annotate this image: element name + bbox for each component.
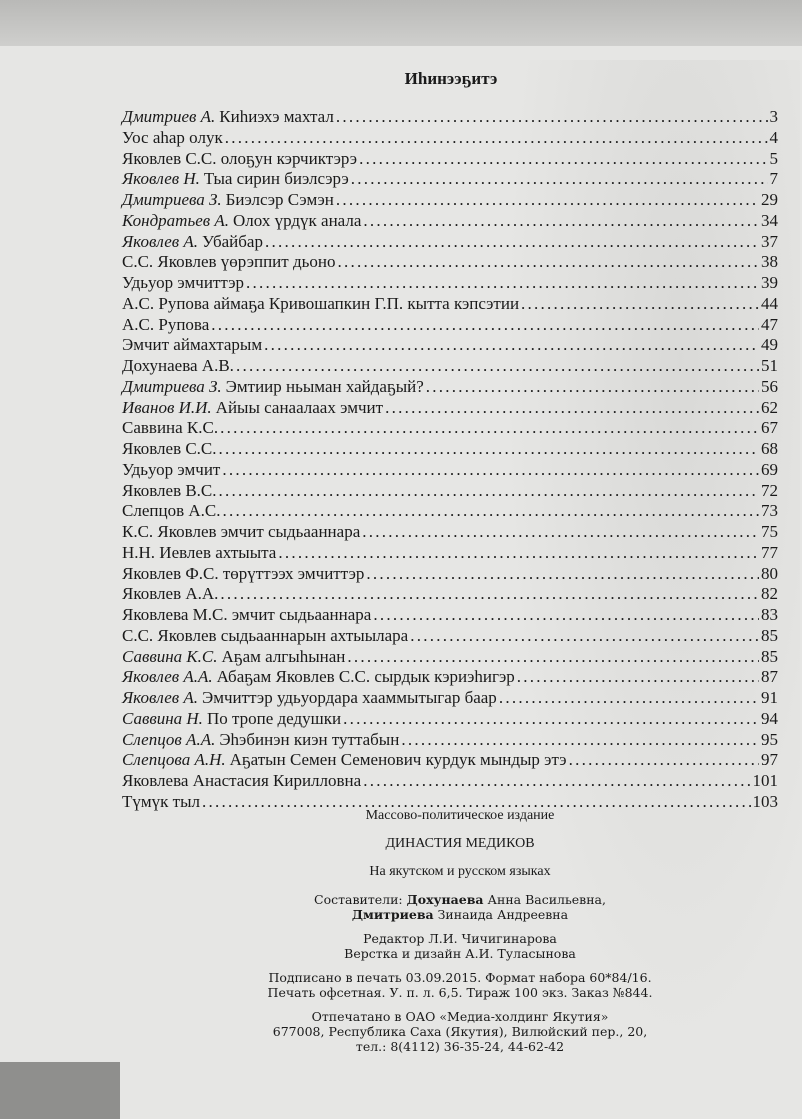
print-details: Печать офсетная. У. п. л. 6,5. Тираж 100 экз. Заказ №844. xyxy=(267,985,653,1000)
toc-entry-author: Яковлев А.А. xyxy=(122,667,213,687)
dot-leader xyxy=(401,730,759,751)
compiler-surname: Дохунаева xyxy=(406,892,484,907)
toc-entry-title: Олох үрдүк анала xyxy=(233,210,362,230)
toc-entry-page: 44 xyxy=(761,293,778,313)
editor: Редактор Л.И. Чичигинарова xyxy=(363,931,557,946)
compilers-line-2 xyxy=(220,907,700,922)
toc-entry-title: С.С. Яковлев сыдьааннарын ахтыылара xyxy=(122,625,409,645)
dot-leader xyxy=(366,564,759,585)
toc-entry-page: 67 xyxy=(761,418,778,438)
dot-leader xyxy=(222,501,759,522)
dot-leader xyxy=(225,128,768,149)
scan-corner-shadow xyxy=(0,1062,120,1119)
toc-entry xyxy=(122,647,778,668)
toc-entry-page: 51 xyxy=(761,356,778,375)
toc-entry-title: К.С. Яковлев эмчит сыдьааннара xyxy=(122,522,361,541)
toc-entry xyxy=(122,501,778,522)
toc-entry-title: Яковлев А.А. xyxy=(122,584,219,604)
toc-entry-author: Дмитриев А. xyxy=(122,107,216,126)
toc-entry-title: С.С. Яковлев үөрэппит дьоно xyxy=(122,252,336,272)
compiler-name: Анна Васильевна, xyxy=(487,892,606,907)
toc-entry-title: А.С. Рупова xyxy=(122,314,210,334)
table-of-contents xyxy=(122,107,778,813)
signed-to-print: Подписано в печать 03.09.2015. Формат набора 60*84/16. xyxy=(268,970,652,985)
layout-designer: Верстка и дизайн А.И. Туласынова xyxy=(344,946,576,961)
compiler-name: Зинаида Андреевна xyxy=(437,907,569,922)
toc-entry xyxy=(122,107,778,128)
toc-entry-author: Дмитриева З. xyxy=(122,190,222,209)
toc-entry-page: 83 xyxy=(761,605,778,624)
toc-entry-page: 29 xyxy=(761,190,778,209)
toc-entry xyxy=(122,626,778,647)
dot-leader xyxy=(351,169,768,190)
dot-leader xyxy=(373,605,759,626)
toc-entry xyxy=(122,273,778,294)
toc-entry-author: Дмитриева З. xyxy=(122,376,222,396)
toc-entry xyxy=(122,688,778,709)
toc-entry-page: 34 xyxy=(761,210,778,230)
toc-entry-page: 97 xyxy=(761,750,778,770)
scan-top-band xyxy=(0,0,802,46)
toc-entry-page: 38 xyxy=(761,252,778,272)
toc-entry xyxy=(122,398,778,419)
printed-at: Отпечатано в ОАО «Медиа-холдинг Якутия» xyxy=(311,1009,609,1024)
toc-entry xyxy=(122,232,778,253)
toc-entry-page: 73 xyxy=(761,501,778,521)
toc-entry xyxy=(122,418,778,439)
toc-entry-title: Н.Н. Иевлев ахтыыта xyxy=(122,542,277,562)
book-title: ДИНАСТИЯ МЕДИКОВ xyxy=(385,836,535,851)
dot-leader xyxy=(220,584,759,605)
toc-entry-page: 4 xyxy=(769,127,778,147)
toc-entry xyxy=(122,584,778,605)
toc-entry-author: Слепцов А.А. xyxy=(122,729,216,749)
dot-leader xyxy=(264,335,759,356)
toc-entry-title: Эмчит аймахтарым xyxy=(122,335,263,355)
toc-entry-author: Яковлев А. xyxy=(122,688,199,707)
toc-entry-page: 39 xyxy=(761,273,778,292)
dot-leader xyxy=(219,439,759,460)
toc-entry-title: Эмчиттэр удьуордара хааммытыгар баар xyxy=(202,688,497,707)
toc-entry xyxy=(122,169,778,190)
toc-entry xyxy=(122,252,778,273)
toc-entry-title: Яковлев Ф.С. төрүттээх эмчиттэр xyxy=(122,563,365,583)
dot-leader xyxy=(363,211,759,232)
dot-leader xyxy=(278,543,759,564)
toc-entry-title: Аҕам алгыhынан xyxy=(221,646,346,666)
dot-leader xyxy=(265,232,759,253)
dot-leader xyxy=(336,107,768,128)
toc-entry-author: Кондратьев А. xyxy=(122,210,229,230)
toc-entry xyxy=(122,730,778,751)
toc-entry-title: Слепцов А.С. xyxy=(122,501,221,521)
toc-entry-page: 94 xyxy=(761,708,778,728)
toc-entry-title: По тропе дедушки xyxy=(206,708,342,728)
toc-entry-author: Яковлев А. xyxy=(122,231,199,251)
toc-entry xyxy=(122,190,778,211)
toc-entry-page: 56 xyxy=(761,376,778,396)
toc-entry-page: 47 xyxy=(761,314,778,334)
dot-leader xyxy=(499,688,759,709)
toc-entry-author: Саввина К.С. xyxy=(122,646,218,666)
compiler-surname: Дмитриева xyxy=(351,907,434,922)
toc-entry-title: А.С. Рупова аймаҕа Кривошапкин Г.П. кытта кэпсэтии xyxy=(122,293,520,313)
toc-entry-title: Киhиэхэ махтал xyxy=(219,107,334,126)
toc-entry-title: Удьуор эмчиттэр xyxy=(122,273,245,292)
toc-entry-page: 91 xyxy=(761,688,778,707)
toc-entry-title: Аҕатын Семен Семенович курдук мындыр этэ xyxy=(229,750,567,770)
toc-entry-page: 103 xyxy=(752,791,778,811)
toc-entry xyxy=(122,481,778,502)
toc-entry-page: 85 xyxy=(761,646,778,666)
toc-entry-page: 68 xyxy=(761,439,778,458)
imprint-block xyxy=(220,808,700,1054)
toc-entry xyxy=(122,356,778,377)
dot-leader xyxy=(347,647,759,668)
toc-entry-title: Эмтиир ньыман хайдаҕый? xyxy=(225,376,424,396)
toc-entry xyxy=(122,128,778,149)
toc-entry-author: Саввина Н. xyxy=(122,708,203,728)
dot-leader xyxy=(359,149,767,170)
toc-entry-page: 37 xyxy=(761,231,778,251)
toc-entry-title: Яковлев С.С. олоҕун кэрчиктэрэ xyxy=(122,148,358,168)
dot-leader xyxy=(222,460,759,481)
dot-leader xyxy=(410,626,759,647)
toc-entry xyxy=(122,564,778,585)
toc-entry-title: Айыы санаалаах эмчит xyxy=(215,397,384,417)
edition-type: Массово-политическое издание xyxy=(365,808,555,823)
toc-entry xyxy=(122,149,778,170)
dot-leader xyxy=(343,709,759,730)
toc-entry xyxy=(122,377,778,398)
toc-entry-title: Дохунаева А.В. xyxy=(122,356,234,375)
dot-leader xyxy=(362,522,759,543)
toc-entry-page: 72 xyxy=(761,480,778,500)
toc-entry-page: 3 xyxy=(769,107,778,126)
toc-entry-title: Эhэбинэн киэн туттабын xyxy=(219,729,400,749)
dot-leader xyxy=(385,398,759,419)
toc-entry xyxy=(122,460,778,481)
toc-entry xyxy=(122,315,778,336)
toc-entry xyxy=(122,543,778,564)
toc-entry-title: Саввина К.С. xyxy=(122,418,219,438)
compilers-label: Составители: xyxy=(314,892,403,907)
toc-entry xyxy=(122,771,778,792)
toc-entry-page: 82 xyxy=(761,584,778,604)
toc-entry-page: 80 xyxy=(761,563,778,583)
dot-leader xyxy=(219,481,759,502)
dot-leader xyxy=(246,273,759,294)
toc-entry xyxy=(122,335,778,356)
toc-entry-page: 75 xyxy=(761,522,778,541)
toc-entry-page: 5 xyxy=(769,148,778,168)
toc-entry-page: 7 xyxy=(769,169,778,189)
compilers-line xyxy=(220,892,700,907)
toc-entry xyxy=(122,439,778,460)
toc-entry-author: Яковлев Н. xyxy=(122,169,200,189)
dot-leader xyxy=(236,356,759,377)
toc-entry-title: Түмүк тыл xyxy=(122,791,200,811)
toc-entry-title: Удьуор эмчит xyxy=(122,459,221,479)
dot-leader xyxy=(363,771,750,792)
toc-entry-title: Яковлева Анастасия Кирилловна xyxy=(122,771,362,790)
toc-entry-page: 85 xyxy=(761,625,778,645)
toc-entry-title: Яковлева М.С. эмчит сыдьааннара xyxy=(122,605,372,624)
toc-entry-page: 87 xyxy=(761,667,778,687)
dot-leader xyxy=(211,315,759,336)
languages: На якутском и русском языках xyxy=(369,864,551,879)
toc-entry xyxy=(122,294,778,315)
toc-entry-page: 101 xyxy=(752,771,778,790)
dot-leader xyxy=(337,252,759,273)
toc-entry-title: Абаҕам Яковлев С.С. сырдык кэриэhигэр xyxy=(216,667,515,687)
phone: тел.: 8(4112) 36-35-24, 44-62-42 xyxy=(355,1039,565,1054)
dot-leader xyxy=(426,377,759,398)
address: 677008, Республика Саха (Якутия), Вилюйский пер., 20, xyxy=(272,1024,648,1039)
toc-entry-page: 69 xyxy=(761,459,778,479)
toc-entry-title: Яковлев С.С. xyxy=(122,439,217,458)
toc-entry-title: Биэлсэр Сэмэн xyxy=(225,190,334,209)
toc-entry-page: 95 xyxy=(761,729,778,749)
toc-entry-author: Иванов И.И. xyxy=(122,397,212,417)
toc-entry-title: Уос аhар олук xyxy=(122,127,223,147)
dot-leader xyxy=(336,190,759,211)
toc-entry-page: 49 xyxy=(761,335,778,355)
dot-leader xyxy=(220,418,759,439)
toc-title: Иhинээҕитэ xyxy=(404,69,498,88)
dot-leader xyxy=(521,294,759,315)
toc-entry xyxy=(122,667,778,688)
toc-entry xyxy=(122,709,778,730)
toc-entry xyxy=(122,750,778,771)
toc-entry-title: Тыа сирин биэлсэрэ xyxy=(203,169,349,189)
toc-entry-title: Яковлев В.С. xyxy=(122,480,217,500)
toc-entry-page: 77 xyxy=(761,542,778,562)
toc-entry-author: Слепцова А.Н. xyxy=(122,750,226,770)
toc-entry xyxy=(122,211,778,232)
dot-leader xyxy=(517,667,759,688)
toc-entry-page: 62 xyxy=(761,397,778,417)
toc-entry-title: Убайбар xyxy=(202,231,263,251)
toc-entry xyxy=(122,522,778,543)
toc-entry xyxy=(122,605,778,626)
dot-leader xyxy=(569,750,759,771)
